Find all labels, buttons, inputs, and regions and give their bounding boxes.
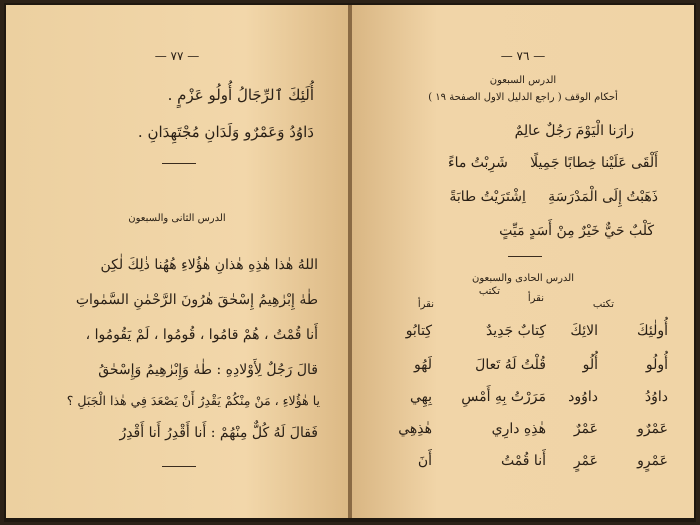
divider xyxy=(508,256,542,257)
text-line: يا هٰؤُلاءِ ، مَنْ مِنْكُمْ يَقْدِرُ أَنْ يَصْعَدَ فِي هٰذا الْجَبَلِ ؟ xyxy=(66,393,320,408)
book-spread xyxy=(4,3,696,522)
page-number: — ٧٦ — xyxy=(500,49,546,63)
table-cell: لَهُو xyxy=(414,357,432,373)
table-cell: عَمْرٌو xyxy=(637,421,668,437)
text-line: أُلَئِكَ ٱلرِّجَالُ أُولُو عَزْمٍ . xyxy=(167,86,314,104)
column-header: نقرأ xyxy=(417,299,434,310)
table-cell: عَمْرٍو xyxy=(637,453,668,469)
table-cell: أُلُو xyxy=(582,357,598,373)
divider xyxy=(162,466,196,467)
table-cell: بِهِي xyxy=(409,389,432,405)
right-page xyxy=(352,5,694,518)
table-cell: هٰذِهِي xyxy=(398,421,432,437)
text-line: اللهُ هٰذا هٰذِهِ هٰذانِ هٰؤُلاءِ هُهُنا ذٰلِكَ لٰكِن xyxy=(100,257,318,273)
column-header: نقرأ xyxy=(527,293,544,304)
text-line: أَلْقَى عَلَيْنا خِطابًا جَمِيلًا شَرِبْتُ ماءً xyxy=(448,155,658,171)
lesson-title: الدرس السبعون xyxy=(489,75,557,86)
table-cell: هٰذِهِ دارِي xyxy=(491,421,546,437)
column-header: تكتب xyxy=(478,286,500,297)
left-page xyxy=(6,5,348,518)
table-cell: عَمْرٌ xyxy=(573,421,598,437)
table-cell: أَنا قُمْتُ xyxy=(500,453,546,469)
text-line: فَقالَ لَهُ كُلٌّ مِنْهُمْ : أَنا أَقْدِرُ أَنا أَقْدِرُ xyxy=(119,425,318,441)
table-cell: أُولُو xyxy=(645,357,668,373)
text-line: ذَهَبْتُ إِلَى الْمَدْرَسَةِ اِشْتَرَيْتُ طابَةً xyxy=(449,189,658,205)
text-line: دَاوُدُ وَعَمْرٌو وَلَدَانِ مُجْتَهِدَانِ . xyxy=(137,123,314,141)
lesson-title: الدرس الثانى والسبعون xyxy=(128,213,226,224)
page-number: — ٧٧ — xyxy=(154,49,200,63)
text-line: طٰهٰ إِبْرٰهِيمُ إِسْحٰقَ هٰرُونَ الرَّحْمٰنِ السَّمٰواتِ xyxy=(75,292,318,308)
table-cell: الائِكَ xyxy=(570,323,598,339)
text-line: أَنا قُمْتُ ، هُمْ قامُوا ، قُومُوا ، لَمْ يَقُومُوا ، xyxy=(85,327,318,343)
divider xyxy=(162,163,196,164)
table-cell: مَرَرْتُ بِهِ أَمْسِ xyxy=(461,389,546,405)
text-line: قالَ رَجُلٌ لِأَوْلادِهِ : طٰهٰ وَإِبْرٰهِيمُ وَإِسْحٰقُ xyxy=(98,362,318,378)
table-cell: أُولٰئِكَ xyxy=(637,323,668,339)
text-line: كَلْبٌ حَيٌّ خَيْرٌ مِنْ أَسَدٍ مَيِّتٍ xyxy=(499,223,654,239)
table-cell: داوُدُ xyxy=(644,389,668,405)
table-cell: كِتابُو xyxy=(405,323,432,339)
column-header: تكتب xyxy=(592,299,614,310)
table-cell: قُلْتُ لَهُ تَعالَ xyxy=(475,357,546,373)
text-line: زارَنا الْيَوْمَ رَجُلٌ عالِمٌ xyxy=(514,123,634,139)
table-cell: كِتابٌ جَدِيدٌ xyxy=(485,323,546,339)
table-cell: أَنَ xyxy=(417,453,432,469)
lesson-title: الدرس الحادى والسبعون xyxy=(471,273,574,284)
table-cell: عَمْرٍ xyxy=(573,453,598,469)
lesson-subtitle: أحكام الوقف ( راجع الدليل الاول الصفحة ١٩ ) xyxy=(428,92,618,103)
table-cell: داوُود xyxy=(568,389,598,405)
